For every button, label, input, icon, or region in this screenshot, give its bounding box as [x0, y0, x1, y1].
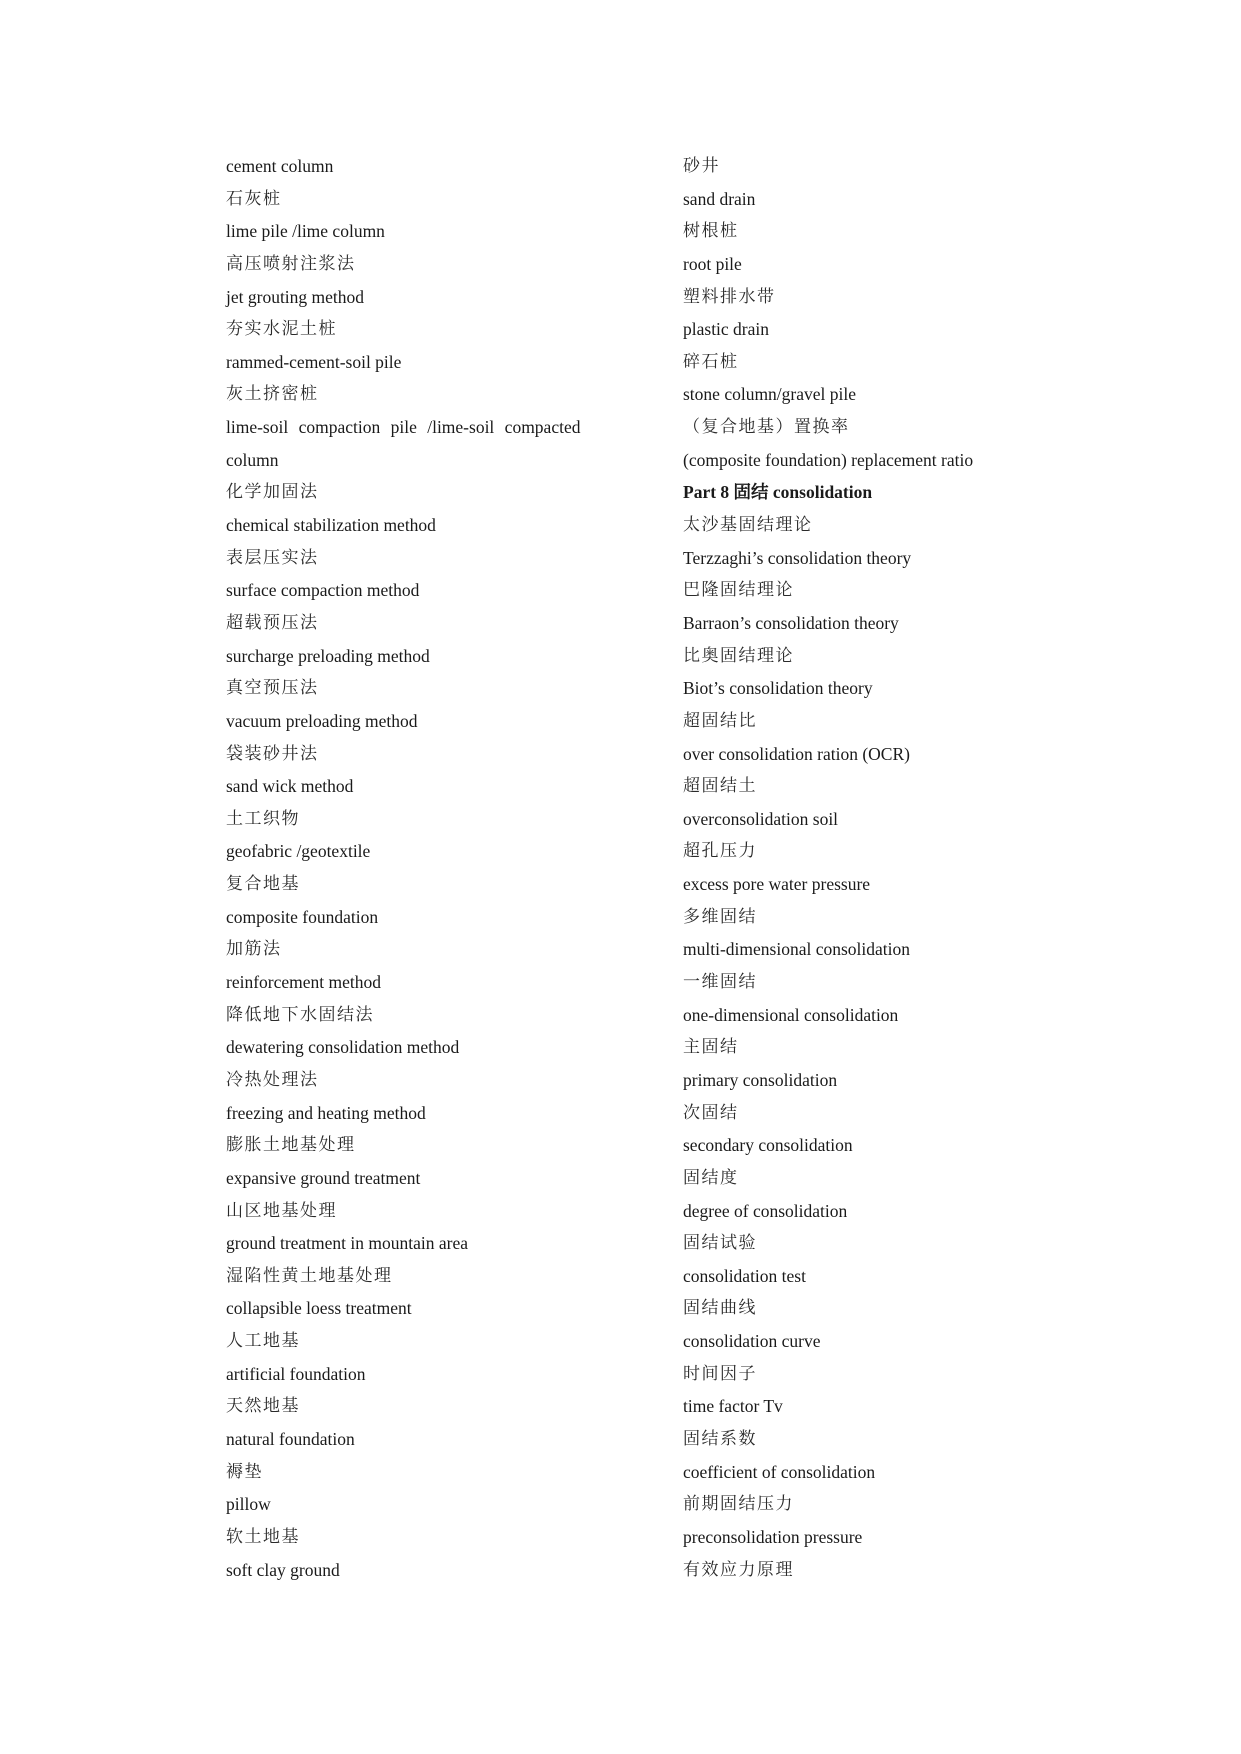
term-english: ground treatment in mountain area: [226, 1233, 469, 1254]
term-chinese: 太沙基固结理论: [683, 515, 813, 536]
term-chinese: 次固结: [683, 1102, 739, 1123]
term-english: artificial foundation: [226, 1363, 366, 1384]
term-english: degree of consolidation: [683, 1200, 848, 1221]
term-english: column: [226, 449, 279, 470]
term-chinese: 砂井: [683, 156, 720, 176]
term-english: time factor Tv: [683, 1396, 783, 1417]
term-chinese: 袋装砂井法: [226, 743, 319, 764]
term-english: freezing and heating method: [226, 1102, 426, 1123]
term-english: coefficient of consolidation: [683, 1461, 876, 1482]
term-english: sand drain: [683, 188, 756, 209]
term-chinese: 塑料排水带: [683, 286, 776, 307]
term-english: stone column/gravel pile: [683, 384, 857, 405]
term-chinese: 山区地基处理: [226, 1200, 337, 1221]
term-chinese: 夯实水泥土桩: [226, 319, 337, 340]
term-chinese: 真空预压法: [226, 678, 319, 699]
term-chinese: 加筋法: [226, 939, 282, 960]
term-english: geofabric /geotextile: [226, 841, 371, 862]
term-english: root pile: [683, 253, 742, 274]
term-chinese: 灰土挤密桩: [226, 384, 319, 405]
term-chinese: 多维固结: [683, 906, 757, 927]
term-chinese: 固结试验: [683, 1233, 757, 1254]
term-chinese: 天然地基: [226, 1396, 300, 1417]
term-english: Biot’s consolidation theory: [683, 678, 873, 699]
term-chinese: 碎石桩: [683, 351, 739, 372]
term-english: vacuum preloading method: [226, 710, 418, 731]
term-chinese: 膨胀土地基处理: [226, 1135, 356, 1156]
term-english: Barraon’s consolidation theory: [683, 612, 899, 633]
term-chinese: 土工织物: [226, 808, 300, 829]
term-chinese: 化学加固法: [226, 482, 319, 503]
term-english: consolidation curve: [683, 1331, 821, 1352]
term-chinese: 固结曲线: [683, 1298, 757, 1319]
left-term-column: [226, 152, 626, 1588]
term-chinese: 表层压实法: [226, 547, 319, 568]
term-english: excess pore water pressure: [683, 874, 871, 895]
term-english: expansive ground treatment: [226, 1167, 421, 1188]
term-english: surface compaction method: [226, 580, 420, 601]
term-english: multi-dimensional consolidation: [683, 939, 910, 960]
term-english: primary consolidation: [683, 1069, 838, 1090]
term-english: plastic drain: [683, 319, 770, 340]
term-chinese: 巴隆固结理论: [683, 580, 794, 601]
term-english: consolidation test: [683, 1265, 806, 1286]
term-english: pillow: [226, 1494, 271, 1515]
term-english: (composite foundation) replacement ratio: [683, 449, 974, 470]
term-english: soft clay ground: [226, 1559, 340, 1580]
term-english: rammed-cement-soil pile: [226, 351, 402, 372]
term-english: collapsible loess treatment: [226, 1298, 412, 1319]
term-chinese: 超载预压法: [226, 612, 319, 633]
term-english: over consolidation ration (OCR): [683, 743, 910, 764]
term-chinese: 褥垫: [226, 1461, 263, 1482]
term-english: jet grouting method: [226, 286, 365, 307]
term-chinese: 主固结: [683, 1037, 739, 1058]
term-english: overconsolidation soil: [683, 808, 839, 829]
term-chinese: 超固结比: [683, 710, 757, 731]
term-english: reinforcement method: [226, 972, 382, 993]
term-english: sand wick method: [226, 776, 354, 797]
term-chinese: 一维固结: [683, 972, 757, 993]
term-chinese: （复合地基）置换率: [683, 417, 850, 438]
term-chinese: 人工地基: [226, 1331, 300, 1352]
term-chinese: 时间因子: [683, 1363, 757, 1384]
term-chinese: 前期固结压力: [683, 1494, 794, 1515]
term-chinese: 固结度: [683, 1167, 739, 1188]
term-english: one-dimensional consolidation: [683, 1004, 899, 1025]
term-english: dewatering consolidation method: [226, 1037, 460, 1058]
term-chinese: 软土地基: [226, 1526, 300, 1547]
term-chinese: 有效应力原理: [683, 1559, 794, 1580]
term-english: lime-soil compaction pile /lime-soil compacted: [226, 417, 581, 438]
term-english: secondary consolidation: [683, 1135, 853, 1156]
term-english: chemical stabilization method: [226, 515, 436, 536]
term-english: Terzzaghi’s consolidation theory: [683, 547, 912, 568]
term-english: lime pile /lime column: [226, 221, 385, 242]
term-chinese: 固结系数: [683, 1428, 757, 1449]
term-chinese: 高压喷射注浆法: [226, 253, 356, 274]
term-chinese: 超孔压力: [683, 841, 757, 862]
term-chinese: 石灰桩: [226, 188, 282, 209]
term-english: natural foundation: [226, 1428, 355, 1449]
right-term-column: [683, 152, 1123, 1588]
term-chinese: 树根桩: [683, 221, 739, 242]
term-chinese: 比奥固结理论: [683, 645, 794, 666]
term-chinese: 冷热处理法: [226, 1069, 319, 1090]
term-chinese: 超固结土: [683, 776, 757, 797]
term-chinese: 湿陷性黄土地基处理: [226, 1265, 393, 1286]
term-english: preconsolidation pressure: [683, 1526, 863, 1547]
term-chinese: 降低地下水固结法: [226, 1004, 374, 1025]
term-english: cement column: [226, 156, 334, 176]
section-heading: Part 8 固结 consolidation: [683, 482, 873, 503]
term-english: composite foundation: [226, 906, 379, 927]
term-chinese: 复合地基: [226, 874, 300, 895]
term-english: surcharge preloading method: [226, 645, 430, 666]
